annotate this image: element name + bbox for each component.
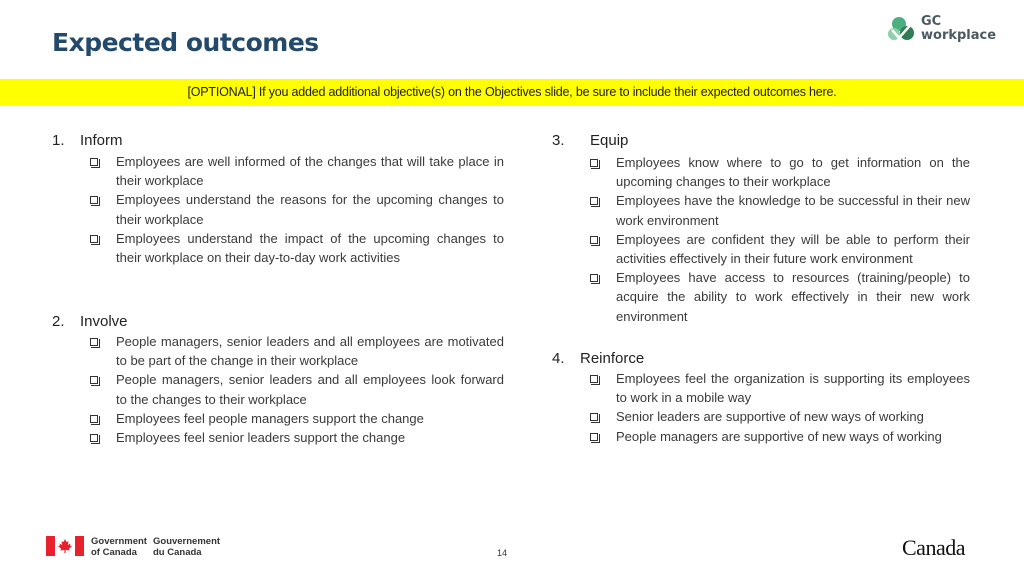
list-item: Employees feel senior leaders support the change — [90, 428, 504, 447]
list-item: People managers, senior leaders and all employees look forward to the changes to their workplace — [90, 370, 504, 408]
page-number: 14 — [497, 548, 508, 558]
section-heading-equip: 3. Equip — [552, 132, 629, 149]
checkbox-bullet-icon — [590, 274, 598, 282]
checkbox-bullet-icon — [590, 197, 598, 205]
list-item: Employees understand the reasons for the upcoming changes to their workplace — [90, 190, 504, 228]
list-item: Employees understand the impact of the upcoming changes to their workplace on their day-to-day work activities — [90, 229, 504, 267]
checkbox-bullet-icon — [590, 433, 598, 441]
section-heading-involve: 2. Involve — [52, 313, 128, 330]
checkbox-bullet-icon — [90, 158, 98, 166]
inform-list — [90, 152, 504, 267]
list-item: Employees feel the organization is supporting its employees to work in a mobile way — [590, 369, 970, 407]
checkbox-bullet-icon — [90, 376, 98, 384]
right-column — [552, 131, 970, 461]
list-item: Employees are well informed of the changes that will take place in their workplace — [90, 152, 504, 190]
list-item: Employees have the knowledge to be successful in their new work environment — [590, 191, 970, 229]
list-item: Employees are confident they will be able to perform their activities effectively in their future work environment — [590, 230, 970, 268]
involve-list — [90, 332, 504, 447]
section-heading-inform: 1. Inform — [52, 132, 123, 149]
canada-flag-icon — [46, 536, 84, 556]
section-heading-reinforce: 4. Reinforce — [552, 350, 645, 367]
checkbox-bullet-icon — [590, 159, 598, 167]
list-item: Employees have access to resources (training/people) to acquire the ability to work effectively in their new work environment — [590, 268, 970, 326]
checkbox-bullet-icon — [90, 434, 98, 442]
checkbox-bullet-icon — [90, 338, 98, 346]
checkbox-bullet-icon — [90, 235, 98, 243]
checkbox-bullet-icon — [90, 196, 98, 204]
checkbox-bullet-icon — [590, 413, 598, 421]
gc-workplace-leaf-icon — [886, 16, 918, 44]
reinforce-list — [590, 369, 970, 446]
fip-english: Government of Canada — [91, 536, 147, 558]
fip-french: Gouvernement du Canada — [153, 536, 221, 558]
checkbox-bullet-icon — [590, 236, 598, 244]
optional-banner: [OPTIONAL] If you added additional objective(s) on the Objectives slide, be sure to include their expected outcomes here. — [0, 79, 1024, 106]
checkbox-bullet-icon — [590, 375, 598, 383]
left-column — [52, 131, 504, 461]
list-item: Employees know where to go to get information on the upcoming changes to their workplace — [590, 153, 970, 191]
list-item: Employees feel people managers support the change — [90, 409, 504, 428]
gc-workplace-logo — [886, 14, 996, 46]
list-item: People managers are supportive of new ways of working — [590, 427, 970, 446]
gc-workplace-logo-text: GC workplace — [921, 14, 997, 43]
list-item: Senior leaders are supportive of new ways of working — [590, 407, 970, 426]
canada-wordmark: Canada — [902, 535, 965, 560]
list-item: People managers, senior leaders and all employees are motivated to be part of the change in their workplace — [90, 332, 504, 370]
checkbox-bullet-icon — [90, 415, 98, 423]
equip-list — [590, 153, 970, 326]
slide-title: Expected outcomes — [52, 28, 319, 57]
